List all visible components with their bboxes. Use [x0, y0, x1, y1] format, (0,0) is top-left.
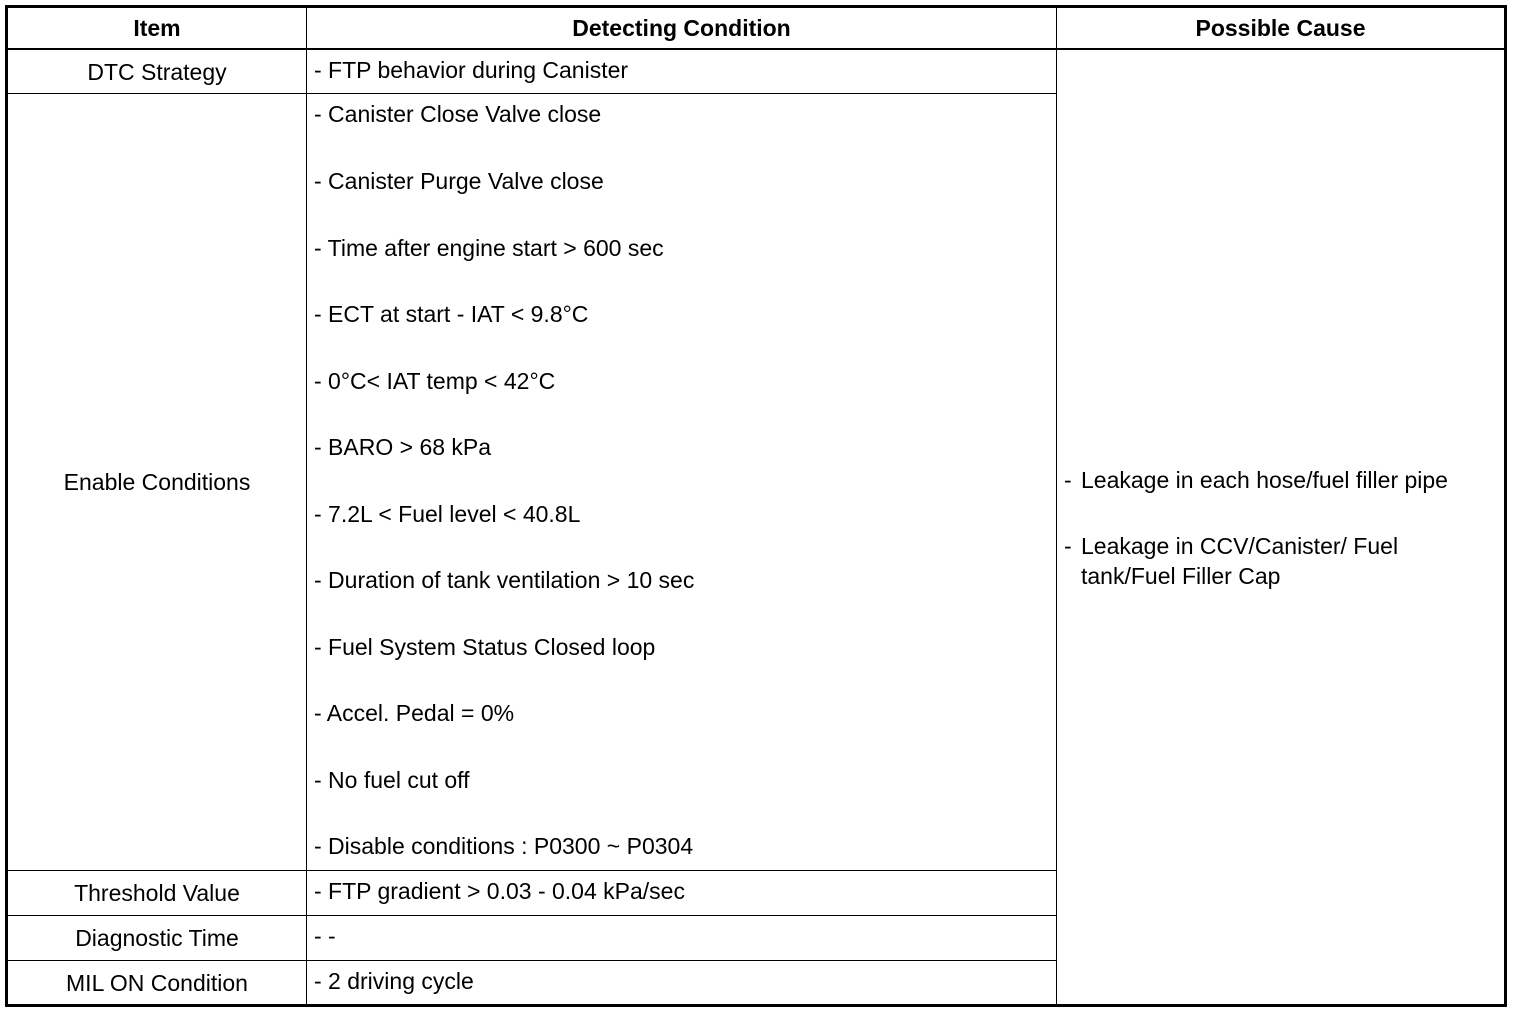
row-label-dtc-strategy: DTC Strategy [87, 59, 227, 85]
possible-cause-text: Leakage in CCV/Canister/ Fuel tank/Fuel Filler Cap [1081, 533, 1399, 589]
column-divider-2 [1056, 8, 1057, 1004]
dtc-strategy-condition: - FTP behavior during Canister [314, 57, 629, 83]
header-detecting-condition: Detecting Condition [572, 15, 791, 41]
dtc-table [5, 5, 1507, 1007]
enable-condition-item: - 0°C< IAT temp < 42°C [314, 368, 556, 394]
enable-condition-item: - ECT at start - IAT < 9.8°C [314, 301, 589, 327]
possible-cause-text: Leakage in each hose/fuel filler pipe [1081, 467, 1448, 493]
row-label-diagnostic-time: Diagnostic Time [75, 925, 239, 951]
header-item: Item [133, 15, 181, 41]
row-divider-3 [8, 915, 1056, 916]
enable-condition-item: - Canister Purge Valve close [314, 168, 604, 194]
cause-dash: - [1064, 467, 1072, 493]
cause-dash: - [1064, 533, 1072, 559]
enable-condition-item: - Time after engine start > 600 sec [314, 235, 664, 261]
row-divider-1 [8, 93, 1056, 94]
row-divider-4 [8, 960, 1056, 961]
threshold-value-condition: - FTP gradient > 0.03 - 0.04 kPa/sec [314, 878, 685, 904]
enable-condition-item: - Accel. Pedal = 0% [314, 700, 515, 726]
row-label-enable-conditions: Enable Conditions [63, 469, 251, 495]
header-divider [8, 48, 1504, 50]
enable-condition-item: - Canister Close Valve close [314, 101, 602, 127]
enable-condition-item: - Disable conditions : P0300 ~ P0304 [314, 833, 694, 859]
column-divider-1 [306, 8, 307, 1004]
mil-on-condition-value: - 2 driving cycle [314, 968, 474, 994]
enable-condition-item: - Duration of tank ventilation > 10 sec [314, 567, 695, 593]
row-divider-2 [8, 870, 1056, 871]
enable-condition-item: - No fuel cut off [314, 767, 470, 793]
enable-condition-item: - 7.2L < Fuel level < 40.8L [314, 501, 581, 527]
diagnostic-time-condition: - - [314, 923, 336, 949]
row-label-mil-on-condition: MIL ON Condition [66, 970, 248, 996]
enable-condition-item: - Fuel System Status Closed loop [314, 634, 656, 660]
header-possible-cause: Possible Cause [1195, 15, 1366, 41]
row-label-threshold-value: Threshold Value [74, 880, 240, 906]
enable-condition-item: - BARO > 68 kPa [314, 434, 492, 460]
